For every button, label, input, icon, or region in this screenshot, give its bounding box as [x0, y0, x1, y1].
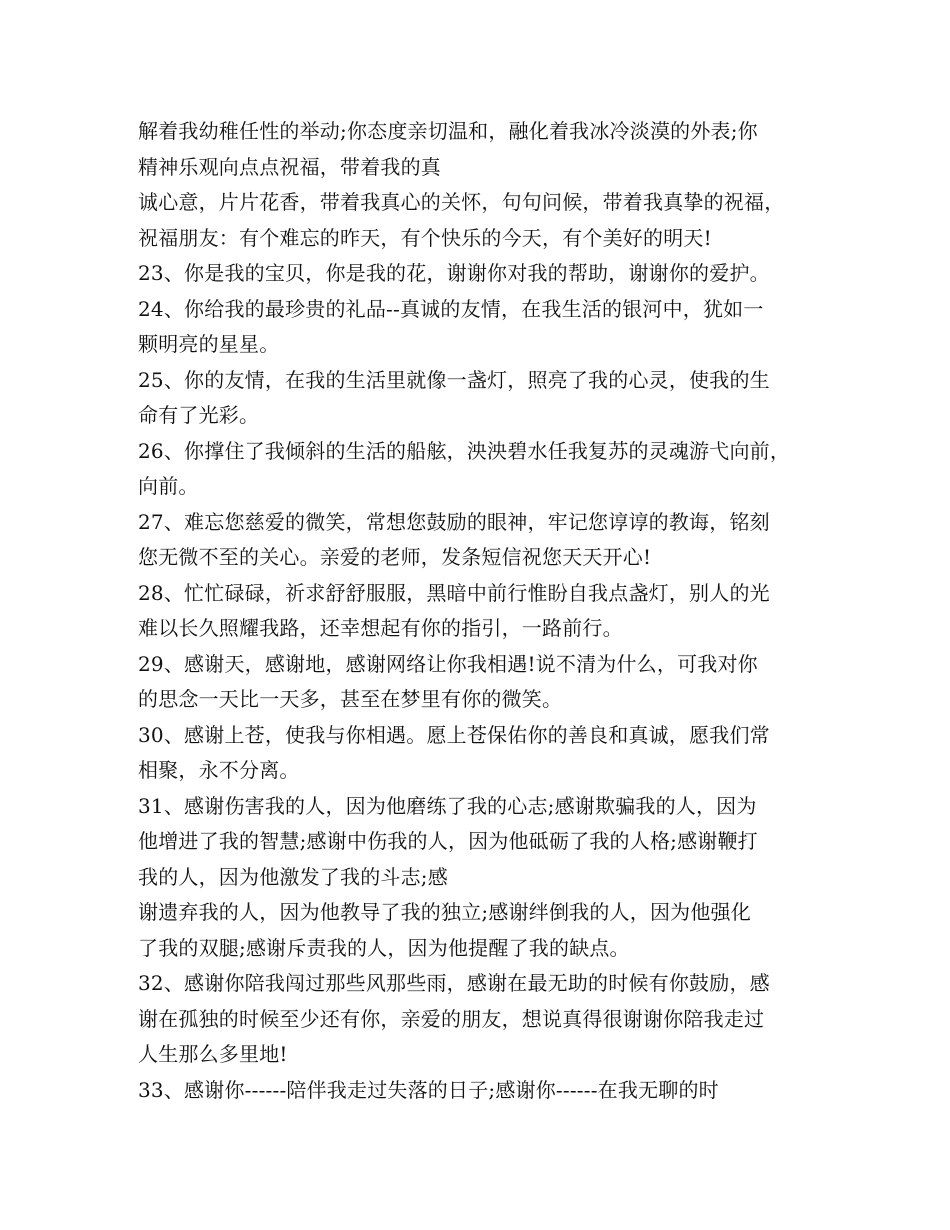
text-line: 他增进了我的智慧;感谢中伤我的人，因为他砥砺了我的人格;感谢鞭打 — [138, 829, 758, 853]
text-line: 相聚，永不分离。 — [138, 758, 300, 782]
text-line: 的思念一天比一天多，甚至在梦里有你的微笑。 — [138, 687, 563, 711]
text-line: 命有了光彩。 — [138, 403, 260, 427]
text-line: 精神乐观向点点祝福，带着我的真 — [138, 154, 441, 179]
text-line: 24、你给我的最珍贵的礼品--真诚的友情，在我生活的银河中，犹如一 — [138, 296, 764, 321]
text-line: 29、感谢天，感谢地，感谢网络让你我相遇!说不清为什么，可我对你 — [138, 651, 758, 676]
text-line: 28、忙忙碌碌，祈求舒舒服服，黑暗中前行惟盼自我点盏灯，别人的光 — [138, 580, 770, 605]
text-line: 谢遗弃我的人，因为他教导了我的独立;感谢绊倒我的人，因为他强化 — [138, 900, 751, 924]
text-line: 谢在孤独的时候至少还有你，亲爱的朋友，想说真得很谢谢你陪我走过 — [138, 1006, 765, 1031]
text-line: 23、你是我的宝贝，你是我的花，谢谢你对我的帮助，谢谢你的爱护。 — [138, 261, 770, 285]
document-body — [138, 114, 828, 1108]
text-line: 26、你撑住了我倾斜的生活的船舷，泱泱碧水任我复苏的灵魂游弋向前， — [138, 438, 791, 463]
text-line: 32、感谢你陪我闯过那些风那些雨，感谢在最无助的时候有你鼓励，感 — [138, 971, 770, 995]
text-line: 诚心意，片片花香，带着我真心的关怀，句句问候，带着我真挚的祝福， — [138, 190, 785, 214]
text-line: 27、难忘您慈爱的微笑，常想您鼓励的眼神，牢记您谆谆的教诲，铭刻 — [138, 509, 770, 534]
text-line: 向前。 — [138, 474, 199, 498]
text-line: 30、感谢上苍，使我与你相遇。愿上苍保佑你的善良和真诚，愿我们常 — [138, 722, 770, 747]
text-line: 人生那么多里地! — [138, 1042, 288, 1066]
text-line: 颗明亮的星星。 — [138, 332, 280, 356]
text-line: 难以长久照耀我路，还幸想起有你的指引，一路前行。 — [138, 616, 623, 640]
text-line: 祝福朋友：有个难忘的昨天，有个快乐的今天，有个美好的明天! — [138, 225, 712, 250]
text-line: 了我的双腿;感谢斥责我的人，因为他提醒了我的缺点。 — [138, 935, 630, 960]
text-line: 我的人，因为他激发了我的斗志;感 — [138, 864, 448, 889]
text-line: 解着我幼稚任性的举动;你态度亲切温和，融化着我冰冷淡漠的外表;你 — [138, 119, 758, 143]
text-line: 33、感谢你------陪伴我走过失落的日子;感谢你------在我无聊的时 — [138, 1077, 719, 1102]
text-line: 您无微不至的关心。亲爱的老师，发条短信祝您天天开心! — [138, 545, 652, 569]
text-line: 25、你的友情，在我的生活里就像一盏灯，照亮了我的心灵，使我的生 — [138, 367, 770, 392]
text-line: 31、感谢伤害我的人，因为他磨练了我的心志;感谢欺骗我的人，因为 — [138, 793, 757, 818]
